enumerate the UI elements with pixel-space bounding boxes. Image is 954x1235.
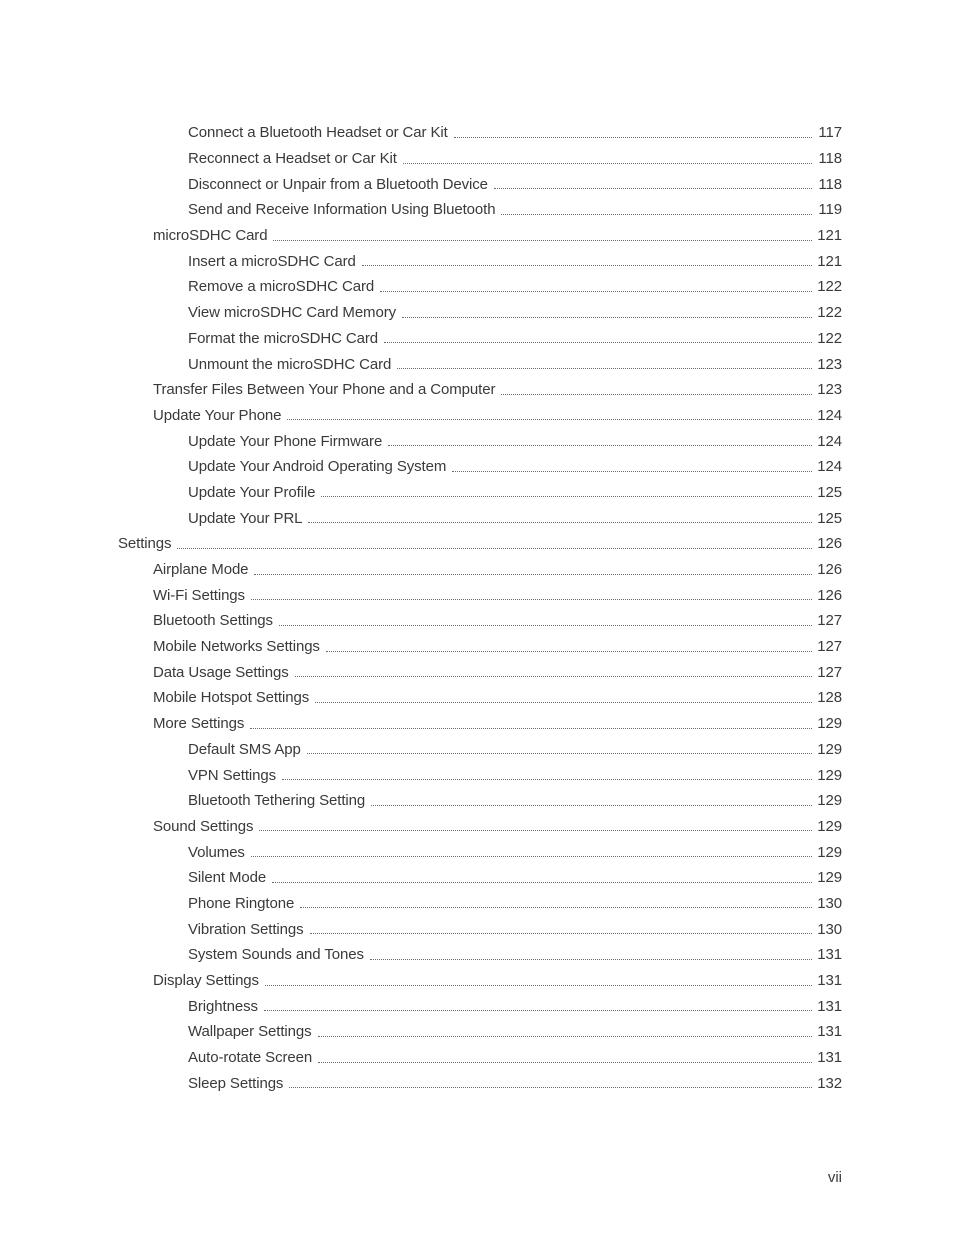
toc-entry-page: 123 [817,381,842,399]
toc-entry-title: Update Your PRL [188,509,303,527]
dot-leader [251,598,812,600]
dot-leader [321,495,812,497]
toc-entry[interactable] [0,300,954,326]
toc-entry[interactable] [0,814,954,840]
toc-entry-page: 122 [817,304,842,322]
toc-entry-title: Settings [118,535,172,553]
toc-entry-title: Auto-rotate Screen [188,1049,313,1067]
toc-entry-title: Wallpaper Settings [188,1023,312,1041]
toc-entry-page: 129 [817,740,842,758]
toc-entry[interactable] [0,531,954,557]
toc-entry-title: Airplane Mode [153,561,249,579]
dot-leader [315,701,812,703]
toc-entry[interactable] [0,197,954,223]
dot-leader [501,213,812,215]
dot-leader [494,187,812,189]
toc-entry-page: 126 [817,535,842,553]
dot-leader [397,367,812,369]
toc-entry-title: Mobile Hotspot Settings [153,689,310,707]
toc-entry[interactable] [0,942,954,968]
toc-entry[interactable] [0,557,954,583]
toc-entry-title: More Settings [153,715,245,733]
toc-entry[interactable] [0,865,954,891]
dot-leader [318,1035,812,1037]
toc-entry-title: Unmount the microSDHC Card [188,355,392,373]
toc-entry-page: 129 [817,843,842,861]
toc-entry-title: Vibration Settings [188,920,304,938]
dot-leader [388,444,812,446]
toc-entry-title: Disconnect or Unpair from a Bluetooth Device [188,175,488,193]
toc-entry-page: 129 [817,766,842,784]
toc-entry[interactable] [0,916,954,942]
dot-leader [370,958,812,960]
toc-entry-page: 119 [818,201,842,219]
toc-entry-title: Connect a Bluetooth Headset or Car Kit [188,124,448,142]
toc-entry[interactable] [0,968,954,994]
dot-leader [279,624,812,626]
toc-entry-title: Sound Settings [153,817,254,835]
toc-entry-page: 127 [817,638,842,656]
toc-entry-title: Reconnect a Headset or Car Kit [188,150,397,168]
toc-entry[interactable] [0,993,954,1019]
dot-leader [403,162,812,164]
dot-leader [308,521,812,523]
toc-entry-page: 130 [817,920,842,938]
toc-entry-page: 126 [817,561,842,579]
dot-leader [362,264,812,266]
toc-entry-page: 131 [817,1023,842,1041]
toc-entry[interactable] [0,248,954,274]
dot-leader [272,881,812,883]
dot-leader [250,727,812,729]
toc-entry[interactable] [0,608,954,634]
dot-leader [501,393,812,395]
toc-entry-page: 122 [817,329,842,347]
dot-leader [384,341,812,343]
toc-entry-page: 123 [817,355,842,373]
toc-entry-title: Display Settings [153,972,259,990]
toc-entry-page: 129 [817,792,842,810]
dot-leader [259,829,812,831]
dot-leader [254,573,812,575]
dot-leader [264,1009,812,1011]
toc-entry-title: Insert a microSDHC Card [188,252,356,270]
toc-entry-title: View microSDHC Card Memory [188,304,396,322]
toc-entry[interactable] [0,274,954,300]
toc-entry-title: Volumes [188,843,245,861]
toc-entry-title: Brightness [188,997,258,1015]
dot-leader [295,675,812,677]
toc-entry-title: Data Usage Settings [153,663,289,681]
toc-entry-page: 129 [817,715,842,733]
toc-entry-title: Default SMS App [188,740,301,758]
toc-entry-title: microSDHC Card [153,227,268,245]
toc-entry-title: Sleep Settings [188,1074,284,1092]
toc-entry-title: Update Your Android Operating System [188,458,447,476]
toc-entry[interactable] [0,634,954,660]
toc-entry-page: 122 [817,278,842,296]
toc-entry[interactable] [0,1019,954,1045]
dot-leader [454,136,812,138]
toc-entry[interactable] [0,351,954,377]
toc-entry[interactable] [0,454,954,480]
toc-entry[interactable] [0,1045,954,1071]
toc-entry[interactable] [0,891,954,917]
dot-leader [282,778,812,780]
dot-leader [452,470,812,472]
toc-entry[interactable] [0,480,954,506]
toc-entry-title: VPN Settings [188,766,277,784]
toc-entry-page: 131 [817,972,842,990]
dot-leader [326,650,812,652]
toc-entry[interactable] [0,171,954,197]
dot-leader [251,855,812,857]
dot-leader [318,1061,812,1063]
toc-entry[interactable] [0,428,954,454]
toc-entry-page: 118 [818,175,842,193]
toc-entry-title: Format the microSDHC Card [188,329,379,347]
toc-entry-page: 121 [817,252,842,270]
toc-entry[interactable] [0,659,954,685]
toc-entry-title: Bluetooth Tethering Setting [188,792,366,810]
toc-entry[interactable] [0,582,954,608]
toc-entry-title: System Sounds and Tones [188,946,364,964]
toc-entry[interactable] [0,403,954,429]
toc-entry-page: 130 [817,894,842,912]
toc-entry-page: 129 [817,869,842,887]
toc-entry-page: 129 [817,817,842,835]
dot-leader [310,932,813,934]
page-number: vii [827,1169,842,1186]
toc-entry-page: 117 [818,124,842,142]
toc-entry-page: 127 [817,612,842,630]
toc-entry[interactable] [0,223,954,249]
toc-entry-page: 125 [817,509,842,527]
toc-entry-page: 124 [817,458,842,476]
toc-entry-title: Mobile Networks Settings [153,638,320,656]
toc-entry[interactable] [0,788,954,814]
toc-entry[interactable] [0,326,954,352]
dot-leader [380,290,812,292]
toc-entry[interactable] [0,762,954,788]
dot-leader [300,906,812,908]
toc-entry[interactable] [0,505,954,531]
dot-leader [307,752,812,754]
toc-entry[interactable] [0,377,954,403]
toc-entry-page: 126 [817,586,842,604]
toc-entry-title: Send and Receive Information Using Bluetooth [188,201,496,219]
toc-entry-title: Update Your Profile [188,483,316,501]
toc-entry[interactable] [0,1070,954,1096]
dot-leader [287,418,812,420]
dot-leader [371,804,812,806]
toc-entry-page: 124 [817,406,842,424]
toc-entry-title: Wi-Fi Settings [153,586,245,604]
toc-entry-title: Remove a microSDHC Card [188,278,375,296]
toc-entry-page: 131 [817,946,842,964]
toc-entry-title: Bluetooth Settings [153,612,273,630]
toc-entry-page: 127 [817,663,842,681]
toc-entry-title: Update Your Phone Firmware [188,432,383,450]
toc-entry-page: 124 [817,432,842,450]
toc-entry[interactable] [0,146,954,172]
toc-entry[interactable] [0,120,954,146]
toc-entry[interactable] [0,737,954,763]
dot-leader [265,984,812,986]
toc-entry[interactable] [0,839,954,865]
table-of-contents [0,120,954,1096]
dot-leader [273,239,812,241]
toc-entry-page: 128 [817,689,842,707]
toc-entry-title: Silent Mode [188,869,267,887]
toc-entry-page: 121 [817,227,842,245]
toc-entry-title: Update Your Phone [153,406,282,424]
dot-leader [289,1086,812,1088]
toc-entry-title: Phone Ringtone [188,894,295,912]
toc-entry-page: 131 [817,1049,842,1067]
toc-entry-page: 118 [818,150,842,168]
toc-entry-page: 131 [817,997,842,1015]
dot-leader [402,316,812,318]
toc-entry-page: 132 [817,1074,842,1092]
toc-entry-title: Transfer Files Between Your Phone and a Computer [153,381,496,399]
dot-leader [177,547,812,549]
toc-entry-page: 125 [817,483,842,501]
toc-entry[interactable] [0,685,954,711]
toc-entry[interactable] [0,711,954,737]
